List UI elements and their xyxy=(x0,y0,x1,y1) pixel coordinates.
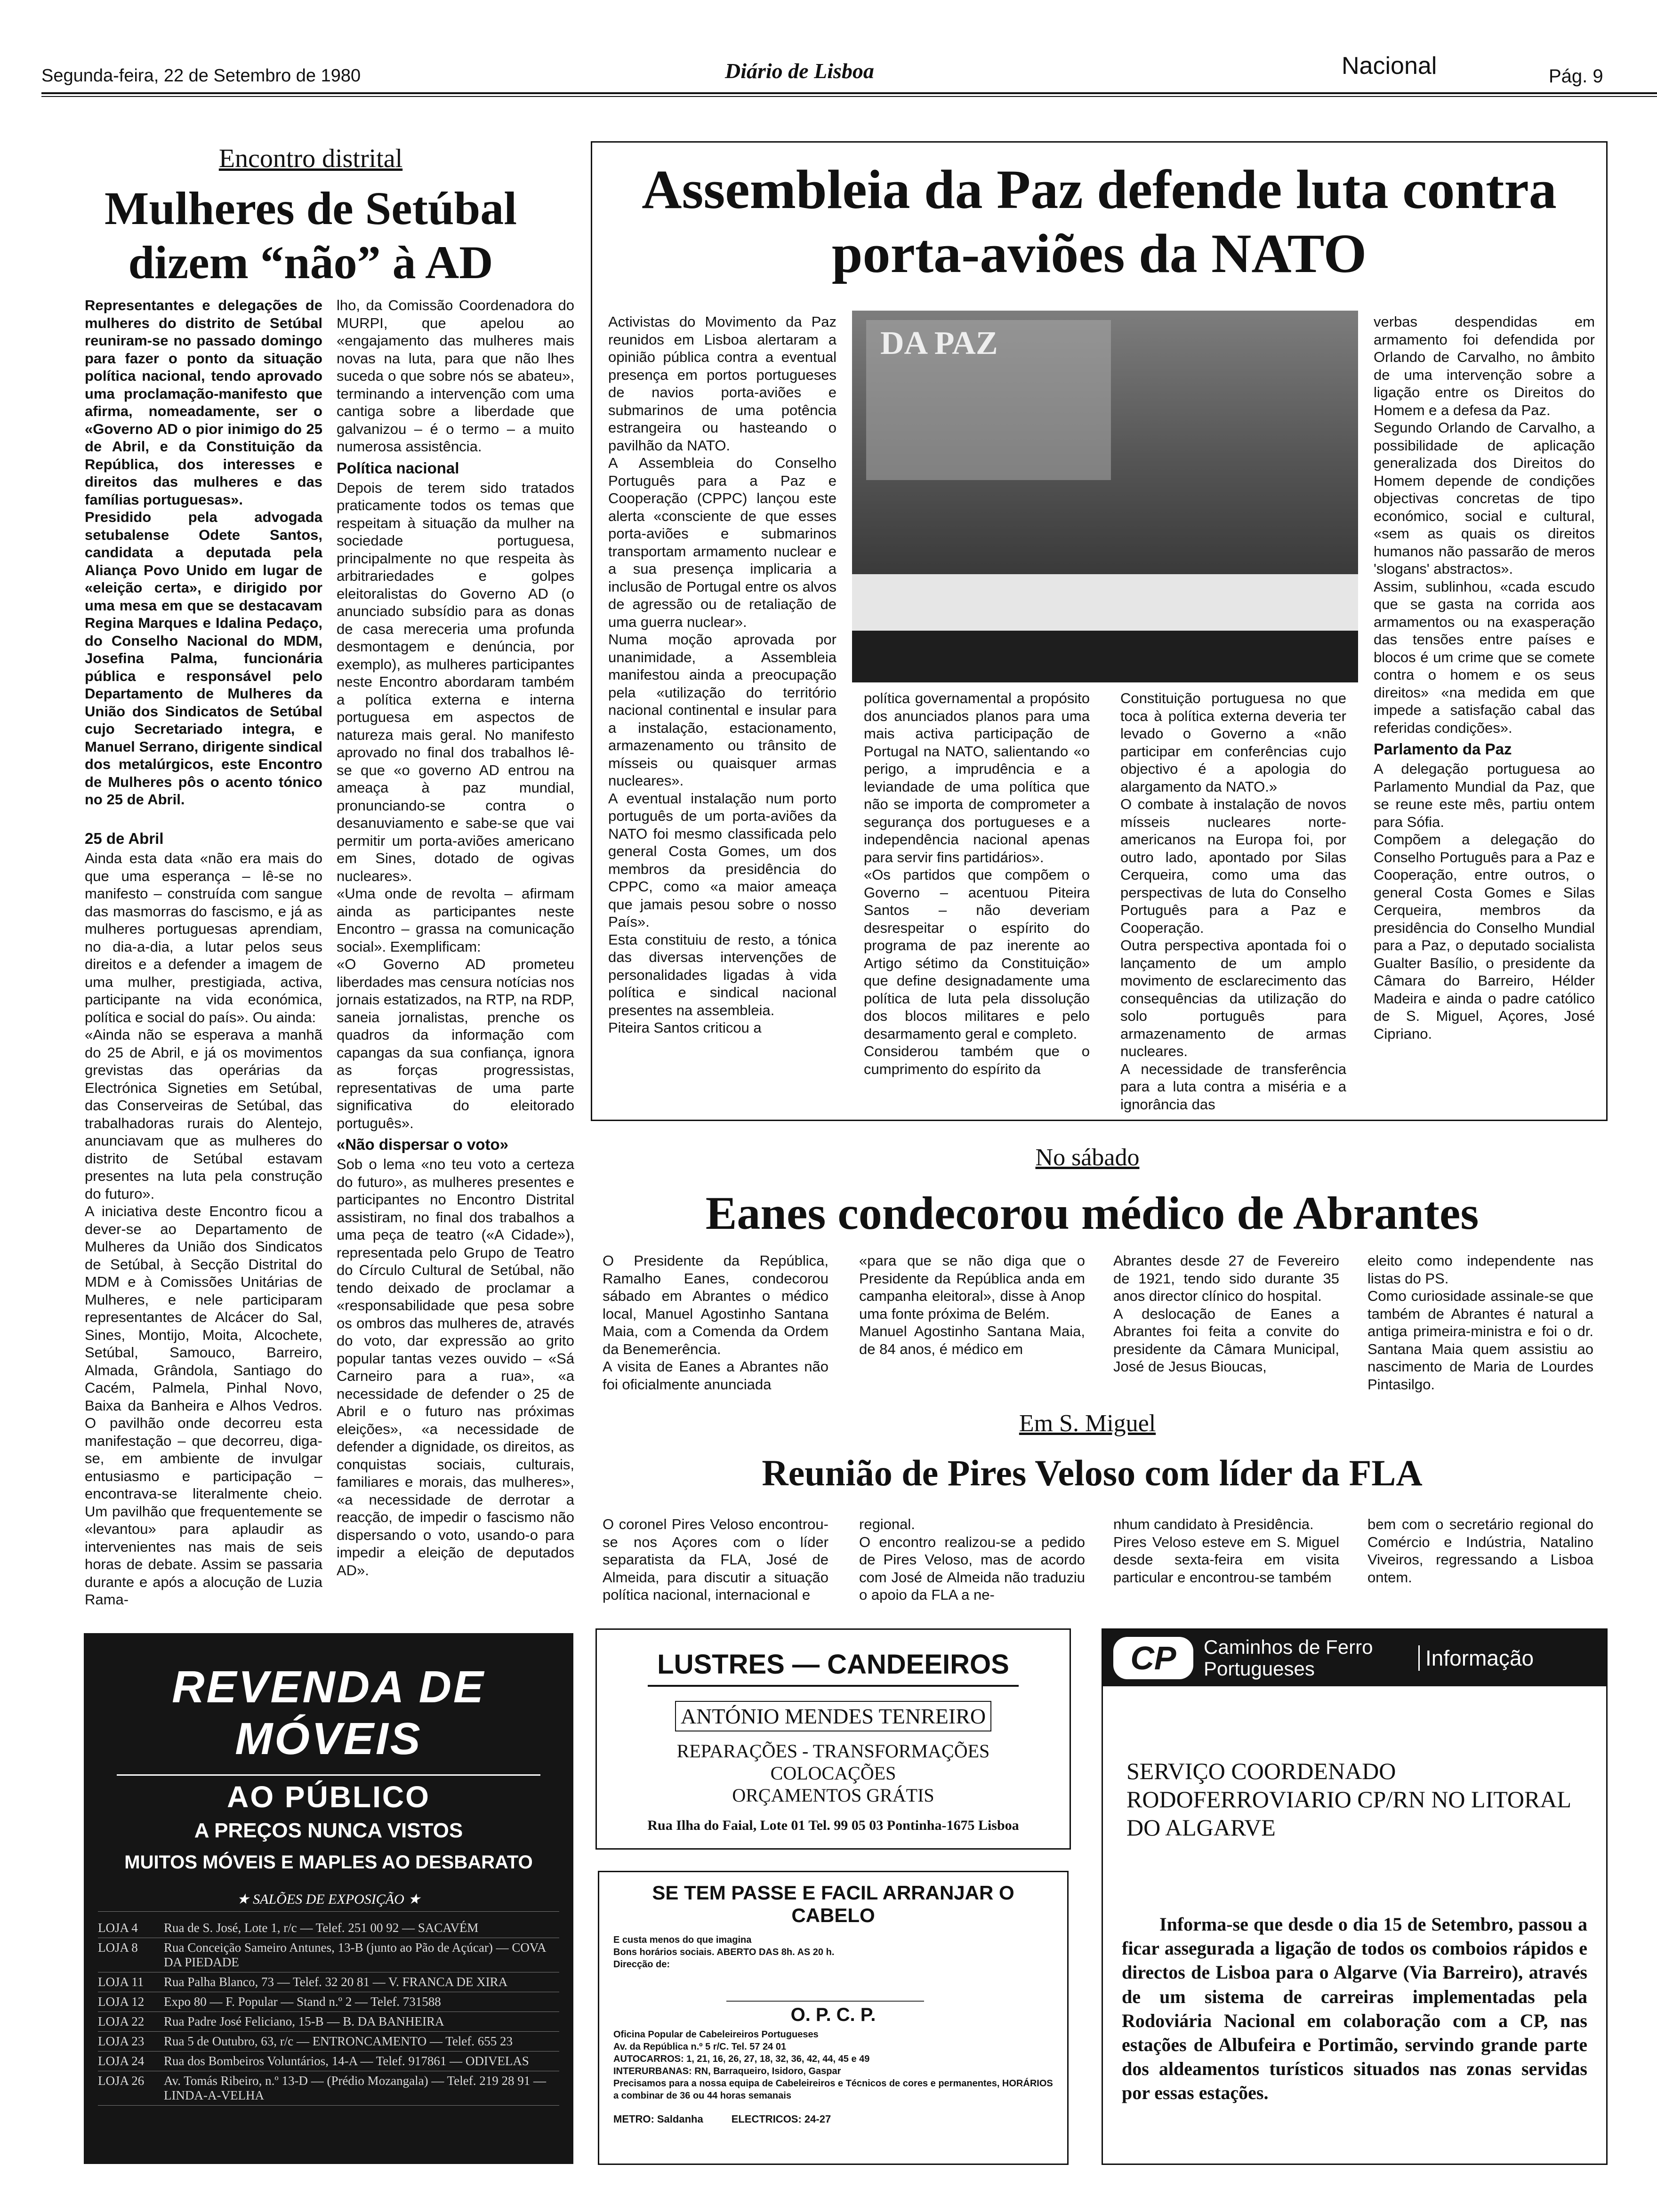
fla-col1: O coronel Pires Veloso encontrou-se nos Açores com o líder separatista da FLA, José de Almeida, para discutir a situação política nacional, internacional e xyxy=(603,1516,828,1603)
eanes-col1: O Presidente da República, Ramalho Eanes, condecorou sábado em Abrantes o médico local, Manuel Agostinho Santana Maia, com a Comenda da Ordem da Benemerência. A visita de Eanes a Abrantes não foi oficialmente anunciada xyxy=(603,1252,828,1393)
setubal-sub-25abril: 25 de Abril xyxy=(85,830,164,847)
header-date: Segunda-feira, 22 de Setembro de 1980 xyxy=(41,66,361,86)
setubal-col2-a: lho, da Comissão Coordenadora do MURPI, que apelou ao «engajamento das mulheres mais novas na luta, para que não lhes suceda o que sobre nós se abateu», terminando a intervenção com uma cantiga sobre a liberdade que galvanizou – é o termo – a muito numerosa assistência. xyxy=(337,297,574,455)
loja-row xyxy=(98,2032,559,2052)
ad-cp-company: Caminhos de Ferro Portugueses xyxy=(1204,1635,1373,1680)
ad-cabelo xyxy=(598,1871,1069,2165)
paz-col4-a: verbas despendidas em armamento foi defendida por Orlando de Carvalho, no âmbito de uma intervenção sobre a ligação entre os Direitos do Homem e a defesa da Paz. Segundo Orlando de Carvalho, a possibilidade de aplicação generalizada dos Direitos do Homem depende de condições objectivas concretas de tipo económico, social e cultural, «sem as quais os direitos humanos não passarão de meros 'slogans' abstractos». Assim, sublinhou, «cada escudo que se gasta na corrida aos armamentos ou na exasperação das tensões entre países e blocos é um crime que se comete contra o homem e os seus direitos» «na medida em que impede a satisfação cabal das referidas condições». xyxy=(1374,313,1595,736)
paz-headline: Assembleia da Paz defende luta contra porta-aviões da NATO xyxy=(642,159,1557,284)
setubal-col2-c: Sob o lema «no teu voto a certeza do futuro», as mulheres presentes e participantes no Encontro Distrital assistiram, no final dos trabalhos a uma peça de teatro («A Cidade»), representada pelo Grupo de Teatro do Círculo Cultural de Setúbal, não tendo deixado de proclamar a «responsabilidade que pesa sobre os ombros das mulheres de, através do voto, dar expressão ao grito popular tantas vezes ouvido – «Sá Carneiro para a rua», «a necessidade de defender o 25 de Abril e o futuro nas próximas eleições», «a necessidade de defender a dignidade, os direitos, as conquistas sociais, culturais, familiares e morais, das mulheres», «a necessidade de derrotar a reacção, de impedir o fascismo não dispersando o voto, usando-o para impedir a eleição de deputados AD». xyxy=(337,1156,574,1579)
loja-address: Rua dos Bombeiros Voluntários, 14-A — Telef. 917861 — ODIVELAS xyxy=(164,2054,529,2068)
ad-cabelo-metro: METRO: Saldanha xyxy=(613,2113,703,2125)
ad-cabelo-electricos: ELECTRICOS: 24-27 xyxy=(731,2113,831,2125)
fla-headline: Reunião de Pires Veloso com líder da FLA xyxy=(762,1452,1423,1493)
ad-moveis-lojas xyxy=(98,1918,559,2106)
ad-lustres-line3: ORÇAMENTOS GRÁTIS xyxy=(732,1785,934,1806)
loja-address: Rua Conceição Sameiro Antunes, 13-B (junto ao Pão de Açúcar) — COVA DA PIEDADE xyxy=(164,1940,546,1969)
setubal-col2 xyxy=(337,297,574,1579)
paz-col4 xyxy=(1374,313,1595,1042)
ad-moveis-saloes: ★ SALÕES DE EXPOSIÇÃO ★ xyxy=(98,1891,559,1912)
loja-row xyxy=(98,2071,559,2106)
loja-address: Rua 5 de Outubro, 63, r/c — ENTRONCAMENTO — Telef. 655 23 xyxy=(164,2034,513,2048)
page-number: Pág. 9 xyxy=(1549,66,1603,87)
fla-col4: bem com o secretário regional do Comércio e Indústria, Natalino Viveiros, regressando a Lisboa ontem. xyxy=(1367,1516,1593,1586)
ad-cp-tag: Informação xyxy=(1418,1645,1534,1671)
paz-sub-parlamento: Parlamento da Paz xyxy=(1374,740,1512,758)
setubal-sub-voto: «Não dispersar o voto» xyxy=(337,1136,508,1153)
ad-cabelo-small: E custa menos do que imagina Bons horários sociais. ABERTO DAS 8h. AS 20 h. Direcção de: xyxy=(613,1934,835,1970)
ad-lustres-line1: REPARAÇÕES - TRANSFORMAÇÕES xyxy=(676,1740,990,1762)
signature-icon xyxy=(726,1972,924,2002)
loja-address: Rua de S. José, Lote 1, r/c — Telef. 251 00 92 — SACAVÉM xyxy=(164,1921,479,1935)
setubal-sub-politica: Política nacional xyxy=(337,459,459,477)
loja-row xyxy=(98,2052,559,2071)
loja-address: Expo 80 — F. Popular — Stand n.º 2 — Telef. 731588 xyxy=(164,1995,441,2009)
ad-cabelo-org: O. P. C. P. xyxy=(790,2004,876,2025)
fla-kicker: Em S. Miguel xyxy=(1019,1410,1156,1437)
ad-moveis xyxy=(84,1633,573,2164)
loja-address: Av. Tomás Ribeiro, n.º 13-D — (Prédio Mozangala) — Telef. 219 28 91 — LINDA-A-VELHA xyxy=(164,2074,546,2102)
masthead: Diário de Lisboa xyxy=(725,59,874,83)
setubal-col1-body xyxy=(85,826,322,1609)
loja-row xyxy=(98,1938,559,1972)
ad-cabelo-title: SE TEM PASSE E FACIL ARRANJAR O CABELO xyxy=(652,1882,1014,1927)
ad-lustres-title: LUSTRES — CANDEEIROS xyxy=(648,1649,1019,1687)
ad-moveis-title: REVENDA DE MÓVEIS xyxy=(172,1662,485,1764)
cp-logo-icon xyxy=(1113,1637,1193,1679)
ad-cp xyxy=(1102,1628,1608,2165)
paz-col2: política governamental a propósito dos anunciados planos para uma mais activa participação de Portugal na NATO, salientando «o perigo, a imprudência e a leviandade de uma política que não se importa de comprometer a segurança dos portugueses e a independência nacional apenas para servir fins partidários». «Os partidos que compõem o Governo – acentuou Piteira Santos – não deveriam desrespeitar o espírito do programa de paz inerente ao Artigo sétimo da Constituição» que define designadamente uma política de luta pela dissolução dos blocos militares e pelo desarmamento geral e completo. Considerou também que o cumprimento do espírito da xyxy=(864,690,1090,1077)
eanes-kicker: No sábado xyxy=(1035,1144,1140,1171)
ad-cp-banner xyxy=(1103,1630,1606,1686)
ad-lustres-line2: COLOCAÇÕES xyxy=(770,1763,896,1784)
fla-col3: nhum candidato à Presidência. Pires Veloso esteve em S. Miguel desde sexta-feira em visita particular e encontrou-se também xyxy=(1113,1516,1339,1586)
eanes-col3: Abrantes desde 27 de Fevereiro de 1921, tendo sido durante 35 anos director clínico do hospital. A deslocação de Eanes a Abrantes foi feita a convite do presidente da Câmara Municipal, José de Jesus Bioucas, xyxy=(1113,1252,1339,1375)
ad-lustres-name: ANTÓNIO MENDES TENREIRO xyxy=(675,1701,991,1731)
setubal-lead: Representantes e delegações de mulheres do distrito de Setúbal reuniram-se no passado domingo para fazer o ponto da situação política nacional, tendo aprovado uma proclamação-manifesto que afirma, nomeadamente, ser o «Governo AD o pior inimigo do 25 de Abril, e da Constituição da República, dos interesses e direitos das mulheres e das famílias portuguesas». Presidido pela advogada setubalense Odete Santos, candidata a deputada pela Aliança Povo Unido em lugar de «eleição certa», e dirigido por uma mesa em que se destacavam Regina Marques e Idalina Pedaço, do Conselho Nacional do MDM, Josefina Palma, funcionária pública e responsável pelo Departamento de Mulheres da União dos Sindicatos de Setúbal cujo Secretariado integra, e Manuel Serrano, dirigente sindical dos metalúrgicos, este Encontro de Mulheres pôs o acento tónico no 25 de Abril. xyxy=(85,297,322,808)
ad-lustres-address: Rua Ilha do Faial, Lote 01 Tel. 99 05 03 Pontinha-1675 Lisboa xyxy=(647,1818,1019,1833)
eanes-headline: Eanes condecorou médico de Abrantes xyxy=(705,1187,1479,1239)
loja-address: Rua Palha Blanco, 73 — Telef. 32 20 81 — V. FRANCA DE XIRA xyxy=(164,1975,508,1989)
loja-label: LOJA 23 xyxy=(98,2034,145,2048)
loja-address: Rua Padre José Feliciano, 15-B — B. DA BANHEIRA xyxy=(164,2014,444,2028)
ad-moveis-line1: AO PÚBLICO xyxy=(227,1780,430,1814)
ad-moveis-line3: MUITOS MÓVEIS E MAPLES AO DESBARATO xyxy=(124,1852,533,1873)
header-rule xyxy=(41,92,1657,94)
loja-row xyxy=(98,1972,559,1992)
paz-col3: Constituição portuguesa no que toca à política externa deveria ter levado o Governo a «não participar em conferências cujo objectivo é a apologia do alargamento da NATO.» O combate à instalação de novos mísseis nucleares norte-americanos na Europa foi, por outro lado, apontado por Silas Cerqueira, como uma das perspectivas de luta do Conselho Português para a Paz e Cooperação. Outra perspectiva apontada foi o lançamento de um amplo movimento de esclarecimento das consequências da utilização do solo português para armazenamento de armas nucleares. A necessidade de transferência para a luta contra a miséria e a ignorância das xyxy=(1120,690,1346,1113)
loja-label: LOJA 22 xyxy=(98,2014,145,2028)
loja-label: LOJA 24 xyxy=(98,2054,145,2068)
setubal-kicker: Encontro distrital xyxy=(218,144,403,173)
ad-lustres xyxy=(595,1628,1071,1850)
loja-row xyxy=(98,1992,559,2012)
ad-cp-title: SERVIÇO COORDENADO RODOFERROVIARIO CP/RN NO LITORAL DO ALGARVE xyxy=(1126,1758,1571,1841)
loja-label: LOJA 4 xyxy=(98,1921,138,1935)
paz-col1: Activistas do Movimento da Paz reunidos em Lisboa alertaram a opinião pública contra a eventual presença em portos portugueses de navios porta-aviões e submarinos de uma potência estrangeira ou hasteando o pavilhão da NATO. A Assembleia do Conselho Português para a Paz e Cooperação (CPPC) lançou este alerta «consciente de que esses porta-aviões e submarinos transportam armamento nuclear e a sua presença implicaria a inclusão de Portugal entre os alvos de agressão ou de retaliação de uma guerra nuclear». Numa moção aprovada por unanimidade, a Assembleia manifestou ainda a preocupação pela «utilização do território nacional continental e insular para a instalação, estacionamento, armazenamento ou trânsito de mísseis ou quaisquer armas nucleares». A eventual instalação num porto português de um porta-aviões da NATO foi mesmo classificada pelo general Costa Gomes, um dos membros da presidência do CPPC, como «a maior ameaça que jamais pesou sobre o nosso País». Esta constituiu de resto, a tónica das diversas intervenções de personalidades ligadas à vida política e sindical nacional presentes na assembleia. Piteira Santos criticou a xyxy=(608,313,837,1036)
header-rule-thin xyxy=(41,96,1657,97)
cp-logo-text: CP xyxy=(1130,1640,1176,1676)
fla-col2: regional. O encontro realizou-se a pedido de Pires Veloso, mas de acordo com José de Almeida não traduziu o apoio da FLA a ne- xyxy=(859,1516,1085,1603)
loja-row xyxy=(98,2012,559,2032)
loja-row xyxy=(98,1918,559,1938)
eanes-col2: «para que se não diga que o Presidente da República anda em campanha eleitoral», disse à Anop uma fonte próxima de Belém. Manuel Agostinho Santana Maia, de 84 anos, é médico em xyxy=(859,1252,1085,1357)
loja-label: LOJA 8 xyxy=(98,1940,138,1955)
loja-label: LOJA 11 xyxy=(98,1975,144,1989)
eanes-col4: eleito como independente nas listas do PS. Como curiosidade assinale-se que também de Abrantes é natural a antiga primeira-ministra e foi o dr. Santana Maia quem assistiu ao nascimento de Maria de Lourdes Pintasilgo. xyxy=(1367,1252,1593,1393)
photo-banner-text: DA PAZ xyxy=(880,325,998,361)
setubal-headline: Mulheres de Setúbal dizem “não” à AD xyxy=(105,182,517,289)
paz-photo xyxy=(852,311,1358,682)
ad-cp-body: Informa-se que desde o dia 15 de Setembro, passou a ficar assegurada a ligação de todos os comboios rápidos e directos de Lisboa para o Algarve (Via Barreiro), através de um sistema de carreiras implementadas pela Rodoviária Nacional em colaboração com a CP, nas estações de Albufeira e Portimão, servindo grande parte dos aldeamentos turísticos situados nas zonas servidas por essas estações. xyxy=(1122,1914,1587,2104)
loja-label: LOJA 12 xyxy=(98,1995,145,2009)
ad-cabelo-details: Oficina Popular de Cabeleireiros Portugueses Av. da República n.º 5 r/C. Tel. 57 24 01 AUTOCARROS: 1, 21, 16, 26, 27, 18, 32, 36, 42, 44, 45 e 49 INTERURBANAS: RN, Barraqueiro, Isidoro, Gaspar Precisamos para a nossa equipa de Cabeleireiros e Técnicos de cores e permanentes, HORÁRIOS a combinar de 36 ou 44 horas semanais xyxy=(613,2029,1053,2101)
paz-col4-b: A delegação portuguesa ao Parlamento Mundial da Paz, que se reune este mês, partiu ontem para Sófia. Compõem a delegação do Conselho Português para a Paz e Cooperação, entre outros, o general Costa Gomes e Silas Cerqueira, membros da presidência do Conselho Mundial para a Paz, o deputado socialista Gualter Basílio, o presidente da Câmara do Barreiro, Hélder Madeira e ainda o padre católico de S. Miguel, Açores, José Cipriano. xyxy=(1374,761,1595,1042)
section-label: Nacional xyxy=(1342,52,1437,80)
setubal-col1-text: Ainda esta data «não era mais do que uma esperança – lê-se no manifesto – construída com sangue das masmorras do fascismo, e já as mulheres portuguesas aprendiam, no dia-a-dia, a lutar pelos seus direitos e a defender a imagem de uma mulher, prestigiada, activa, participante na vida económica, política e social do país». Ou ainda: «Ainda não se esperava a manhã do 25 de Abril, e já os movimentos grevistas das operárias da Electrónica Signeties em Setúbal, das Conserveiras de Setúbal, das trabalhadoras rurais do Alentejo, anunciavam que as mulheres do distrito de Setúbal estavam presentes na luta pela construção do futuro». A iniciativa deste Encontro ficou a dever-se ao Departamento de Mulheres da União dos Sindicatos de Setúbal, à Secção Distrital do MDM e à Comissões Unitárias de Mulheres, e nele participaram representantes de Alcácer do Sal, Sines, Montijo, Moita, Alcochete, Setúbal, Samouco, Barreiro, Almada, Grândola, Santiago do Cacém, Palmela, Pinhal Novo, Baixa da Banheira e Alhos Vedros. O pavilhão onde decorreu esta manifestação – que decorreu, diga-se, em ambiente de invulgar entusiasmo e participação – encontrava-se literalmente cheio. Um pavilhão que frequentemente se «levantou» para aplaudir as intervenientes nas mais de seis horas de debate. Assim se passaria durante e após a alocução de Luzia Rama- xyxy=(85,850,322,1608)
setubal-col2-b: Depois de terem sido tratados praticamente todos os temas que respeitam à situação da mulher na sociedade portuguesa, principalmente no que respeita às arbitrariedades e golpes eleitoralistas do Governo AD (o anunciado subsídio para as donas de casa mereceria uma profunda desmontagem e denúncia, por exemplo), as mulheres participantes neste Encontro abordaram também a política externa e interna portuguesa em aspectos de natureza mais geral. No manifesto aprovado no final dos trabalhos lê-se que «o governo AD entrou na ameaça à paz mundial, pronunciando-se contra o desanuviamento e sabe-se que vai permitir um porta-aviões americano em Sines, dotado de ogivas nucleares». «Uma onde de revolta – afirmam ainda as participantes neste Encontro – grassa na comunicação social». Exemplificam: «O Governo AD prometeu liberdades mas censura notícias nos jornais estatizados, na RTP, na RDP, saneia jornalistas, prenche os quadros da informação com capangas da sua confiança, ignora as forças progressistas, representativas de uma parte significativa do eleitorado português». xyxy=(337,479,574,1131)
ad-moveis-line2: A PREÇOS NUNCA VISTOS xyxy=(194,1819,463,1842)
loja-label: LOJA 26 xyxy=(98,2074,145,2088)
